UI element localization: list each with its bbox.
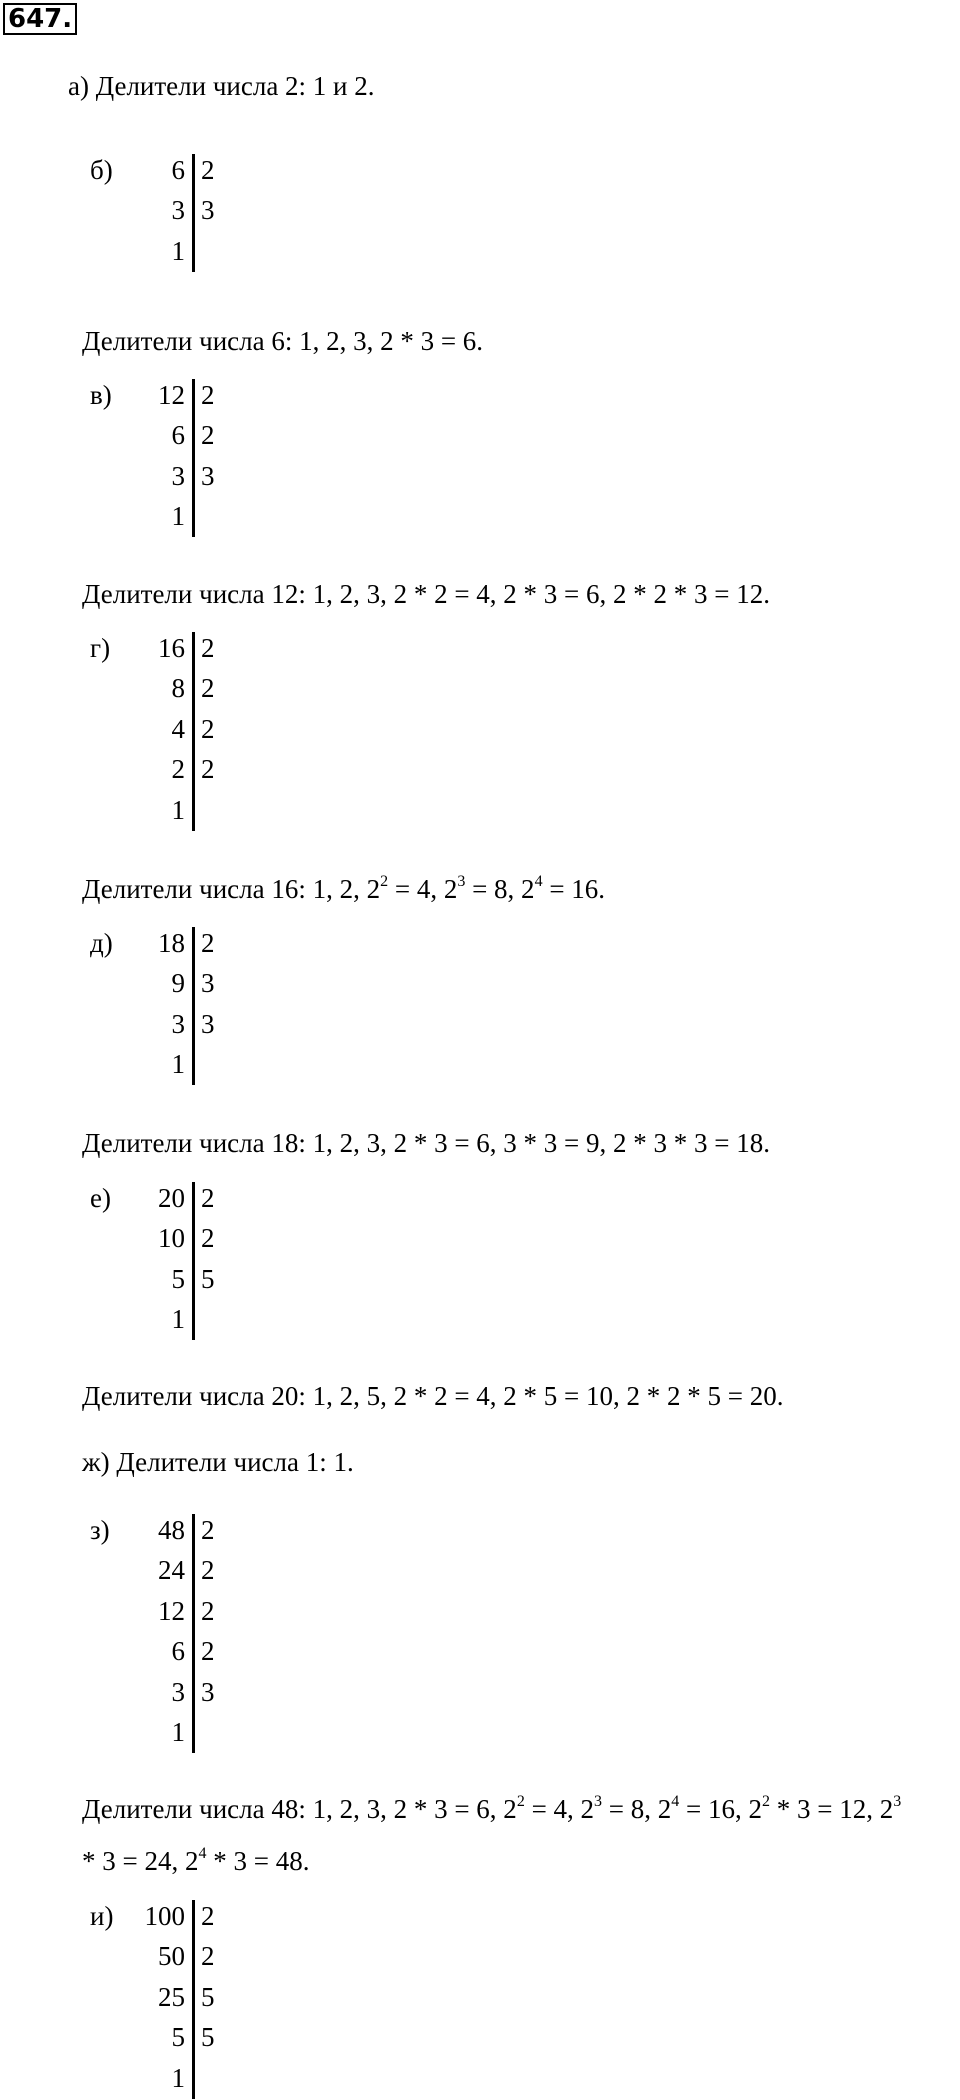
dividend: 1	[171, 1304, 185, 1335]
factor-row	[112, 628, 215, 669]
factor-row	[112, 1178, 215, 1219]
factor-row	[112, 709, 215, 750]
factor-row	[112, 1045, 215, 1086]
dividend: 3	[171, 1008, 185, 1039]
factor-row	[112, 1672, 215, 1713]
division-bar	[192, 379, 195, 537]
factor-row	[112, 750, 215, 791]
dividend: 20	[158, 1182, 185, 1213]
divisor: 2	[201, 713, 215, 744]
factorization-b	[112, 150, 215, 272]
item-v-letter: в)	[90, 380, 112, 410]
factorization-z	[112, 1510, 215, 1753]
dividend: 3	[171, 195, 185, 226]
factorization-e	[112, 1178, 215, 1340]
item-z-letter: з)	[90, 1515, 110, 1545]
factorization-v	[112, 375, 215, 537]
dividend: 6	[171, 1636, 185, 1667]
dividend: 1	[171, 501, 185, 532]
divisor: 2	[201, 1900, 215, 1931]
factor-row	[112, 964, 215, 1005]
divisor: 2	[201, 1595, 215, 1626]
dividend: 10	[158, 1223, 185, 1254]
divisor: 3	[201, 1008, 215, 1039]
dividend: 3	[171, 460, 185, 491]
factor-row	[112, 191, 215, 232]
divisor: 3	[201, 968, 215, 999]
item-i-letter: и)	[90, 1901, 114, 1931]
item-d-letter: д)	[90, 928, 113, 958]
dividend: 8	[171, 673, 185, 704]
division-bar	[192, 632, 195, 831]
factor-row	[112, 1937, 215, 1978]
factor-row	[112, 1591, 215, 1632]
dividend: 4	[171, 713, 185, 744]
divisor: 5	[201, 1981, 215, 2012]
dividend: 3	[171, 1676, 185, 1707]
item-g-divisors: Делители числа 16: 1, 2, $2^2 = 4$, $2^3 = 8$, $2^4 = 16$.	[82, 873, 606, 904]
item-b-letter: б)	[90, 155, 113, 185]
item-zh-text: ж) Делители числа 1: 1.	[82, 1447, 354, 1477]
item-v-divisors: Делители числа 12: 1, 2, 3, 2 * 2 = 4, 2 * 3 = 6, 2 * 2 * 3 = 12.	[82, 579, 771, 609]
item-z-divisors-line-2: * 3 = 24, $2^4 * 3 = 48$.	[82, 1845, 310, 1876]
item-z-divisors-line-1: Делители числа 48: 1, 2, 3, 2 * 3 = 6, $2^2 = 4$, $2^3 = 8$, $2^4 = 16$, $2^2 * 3 = 12$, $2^3$	[82, 1793, 902, 1824]
factorization-i	[112, 1896, 215, 2099]
factor-row	[112, 1510, 215, 1551]
item-d-divisors: Делители числа 18: 1, 2, 3, 2 * 3 = 6, 3 * 3 = 9, 2 * 3 * 3 = 18.	[82, 1128, 771, 1158]
divisor: 2	[201, 420, 215, 451]
factor-row	[112, 1004, 215, 1045]
dividend: 12	[158, 379, 185, 410]
factorization-g	[112, 628, 215, 831]
divisor: 3	[201, 1676, 215, 1707]
divisor: 3	[201, 460, 215, 491]
factor-row	[112, 1713, 215, 1754]
factor-row	[112, 231, 215, 272]
divisor: 2	[201, 154, 215, 185]
divisor: 2	[201, 1941, 215, 1972]
item-g-letter: г)	[90, 633, 111, 663]
dividend: 5	[171, 1263, 185, 1294]
dividend: 9	[171, 968, 185, 999]
dividend: 1	[171, 1049, 185, 1080]
divisor: 5	[201, 1263, 215, 1294]
dividend: 1	[171, 1717, 185, 1748]
divisor: 2	[201, 1636, 215, 1667]
factor-row	[112, 2018, 215, 2059]
dividend: 48	[158, 1514, 185, 1545]
item-b-divisors: Делители числа 6: 1, 2, 3, 2 * 3 = 6.	[82, 326, 484, 356]
dividend: 1	[171, 235, 185, 266]
dividend: 6	[171, 420, 185, 451]
dividend: 1	[171, 2062, 185, 2093]
divisor: 2	[201, 1182, 215, 1213]
factor-row	[112, 2058, 215, 2099]
item-e-divisors: Делители числа 20: 1, 2, 5, 2 * 2 = 4, 2 * 5 = 10, 2 * 2 * 5 = 20.	[82, 1381, 784, 1411]
factorization-d	[112, 923, 215, 1085]
factor-row	[112, 1259, 215, 1300]
divisor: 2	[201, 1555, 215, 1586]
dividend: 18	[158, 927, 185, 958]
item-a-text: а) Делители числа 2: 1 и 2.	[68, 71, 375, 101]
dividend: 100	[144, 1900, 185, 1931]
task-number: 647.	[3, 3, 77, 35]
dividend: 6	[171, 154, 185, 185]
division-bar	[192, 1514, 195, 1753]
factor-row	[112, 375, 215, 416]
dividend: 1	[171, 794, 185, 825]
divisor: 2	[201, 754, 215, 785]
factor-row	[112, 497, 215, 538]
factor-row	[112, 1551, 215, 1592]
divisor: 2	[201, 379, 215, 410]
factor-row	[112, 456, 215, 497]
division-bar	[192, 927, 195, 1085]
divisor: 2	[201, 1223, 215, 1254]
factor-row	[112, 1632, 215, 1673]
dividend: 5	[171, 2022, 185, 2053]
factor-row	[112, 1219, 215, 1260]
dividend: 25	[158, 1981, 185, 2012]
factor-row	[112, 1300, 215, 1341]
divisor: 3	[201, 195, 215, 226]
dividend: 12	[158, 1595, 185, 1626]
factor-row	[112, 923, 215, 964]
divisor: 2	[201, 673, 215, 704]
dividend: 2	[171, 754, 185, 785]
factor-row	[112, 1977, 215, 2018]
dividend: 16	[158, 632, 185, 663]
factor-row	[112, 1896, 215, 1937]
item-e-letter: е)	[90, 1183, 111, 1213]
divisor: 2	[201, 927, 215, 958]
division-bar	[192, 1182, 195, 1340]
divisor: 2	[201, 632, 215, 663]
dividend: 24	[158, 1555, 185, 1586]
divisor: 5	[201, 2022, 215, 2053]
factor-row	[112, 669, 215, 710]
factor-row	[112, 416, 215, 457]
factor-row	[112, 150, 215, 191]
divisor: 2	[201, 1514, 215, 1545]
division-bar	[192, 154, 195, 272]
dividend: 50	[158, 1941, 185, 1972]
division-bar	[192, 1900, 195, 2099]
factor-row	[112, 790, 215, 831]
